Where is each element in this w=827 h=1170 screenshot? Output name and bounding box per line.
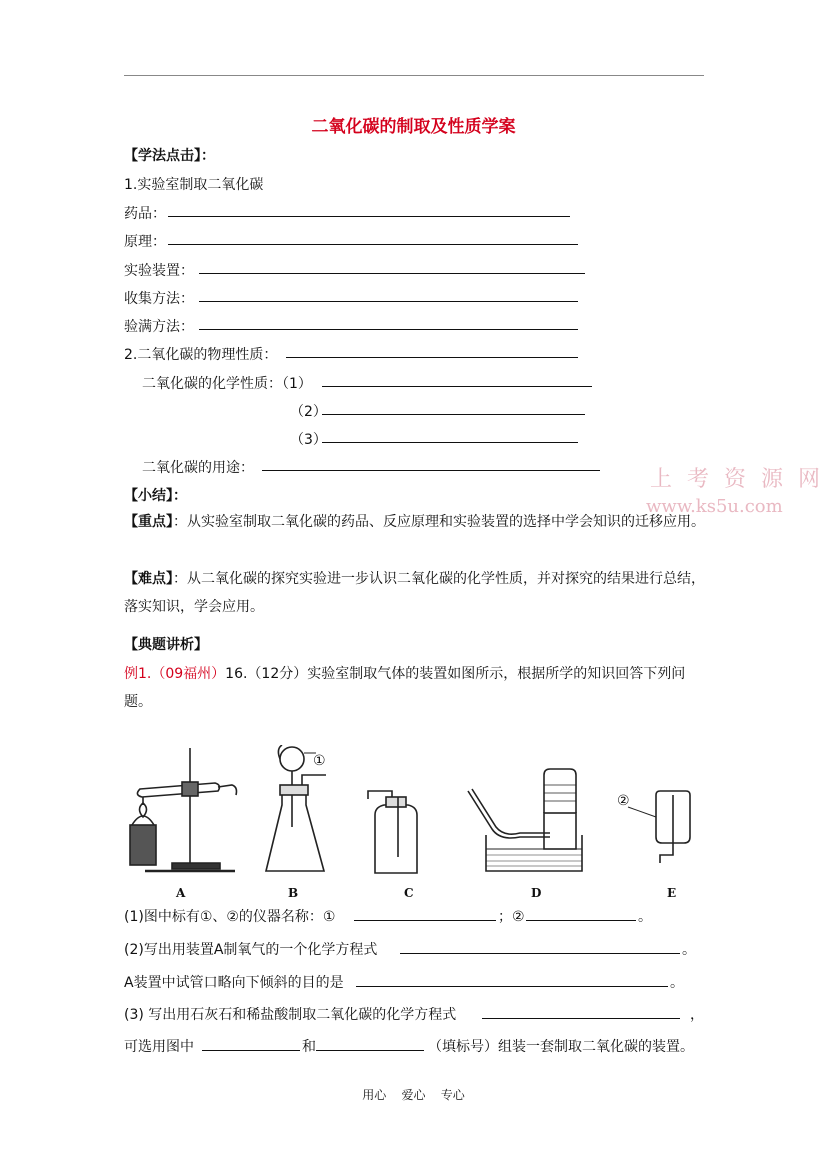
chemical-sub2-label: （2） [290,404,327,420]
header-rule [124,75,704,76]
blank-tube-purpose[interactable] [356,986,668,987]
blank-co2-equation[interactable] [482,1018,680,1019]
q2-end: 。 [682,942,696,958]
page-footer: 用心 爱心 专心 [362,1088,465,1102]
figure-label-e: E [667,886,677,900]
blank-apparatus[interactable] [199,273,585,274]
figure-label-a: A [176,886,186,900]
chemical-sub3-label: （3） [290,432,327,448]
row-apparatus-label: 实验装置： [124,263,194,279]
blank-device-1[interactable] [202,1050,300,1051]
section-study-heading: 【学法点击】： [124,148,215,164]
marker-1: ① [313,753,326,769]
physical-props-label: 2.二氧化碳的物理性质： [124,347,278,363]
q3-label: (3) 写出用石灰石和稀盐酸制取二氧化碳的化学方程式 [124,1007,457,1023]
blank-drugs[interactable] [168,216,570,217]
item1-label: 1.实验室制取二氧化碳 [124,177,264,193]
example1-text: 16.（12分）实验室制取气体的装置如图所示，根据所学的知识回答下列问题。 [124,666,686,710]
blank-full-check[interactable] [199,329,578,330]
difficulty-text: ：从二氧化碳的探究实验进一步认识二氧化碳的化学性质，并对探究的结果进行总结，落实知识，学会应用。 [124,571,705,615]
row-full-check-label: 验满方法： [124,319,194,335]
difficulty-point [124,565,706,621]
watermark-url: www.ks5u.com [646,496,783,517]
example1-tag: 例1.（09福州） [124,666,226,682]
q2-label: (2)写出用装置A制氧气的一个化学方程式 [124,942,378,958]
blank-device-2[interactable] [316,1050,424,1051]
summary-heading: 【小结】： [124,488,187,504]
blank-chemical-3[interactable] [322,442,578,443]
uses-label: 二氧化碳的用途： [142,460,254,476]
row-collection-label: 收集方法： [124,291,194,307]
example1 [124,660,706,716]
marker-2: ② [617,793,630,809]
key-point [124,508,706,536]
q2b-label: A装置中试管口略向下倾斜的目的是 [124,975,344,991]
q3b-end: （填标号）组装一套制取二氧化碳的装置。 [428,1039,694,1055]
q3b-label: 可选用图中 [124,1039,194,1055]
watermark-cn: 上 考 资 源 网 [650,467,824,492]
apparatus-figure [120,745,710,905]
q1-label: (1)图中标有①、②的仪器名称：① [124,909,336,925]
q3-comma: ， [690,1007,704,1023]
key-point-text: ：从实验室制取二氧化碳的药品、反应原理和实验装置的选择中学会知识的迁移应用。 [173,514,705,530]
blank-instrument-1[interactable] [354,920,496,921]
chemical-props-label: 二氧化碳的化学性质：（1） [142,376,312,392]
page-title: 二氧化碳的制取及性质学案 [311,117,516,137]
difficulty-label: 【难点】 [124,571,173,587]
blank-chemical-1[interactable] [322,386,592,387]
blank-chemical-2[interactable] [322,414,585,415]
apparatus-c [368,791,417,873]
blank-physical[interactable] [286,357,578,358]
figure-label-c: C [404,886,414,900]
blank-collection[interactable] [199,301,578,302]
blank-principle[interactable] [168,244,578,245]
q2b-end: 。 [670,975,684,991]
blank-uses[interactable] [262,470,600,471]
row-drugs-label: 药品： [124,206,166,222]
examples-heading: 【典题讲析】 [124,637,208,653]
key-point-label: 【重点】 [124,514,173,530]
row-principle-label: 原理： [124,234,166,250]
q3b-and: 和 [302,1039,316,1055]
blank-instrument-2[interactable] [526,920,636,921]
q1-sep: ；② [498,909,525,925]
apparatus-e [628,791,690,863]
figure-label-d: D [531,886,542,900]
blank-oxygen-equation[interactable] [400,953,680,954]
q1-end: 。 [638,909,652,925]
figure-label-b: B [288,886,299,900]
apparatus-a [130,748,237,871]
apparatus-d [468,769,582,871]
